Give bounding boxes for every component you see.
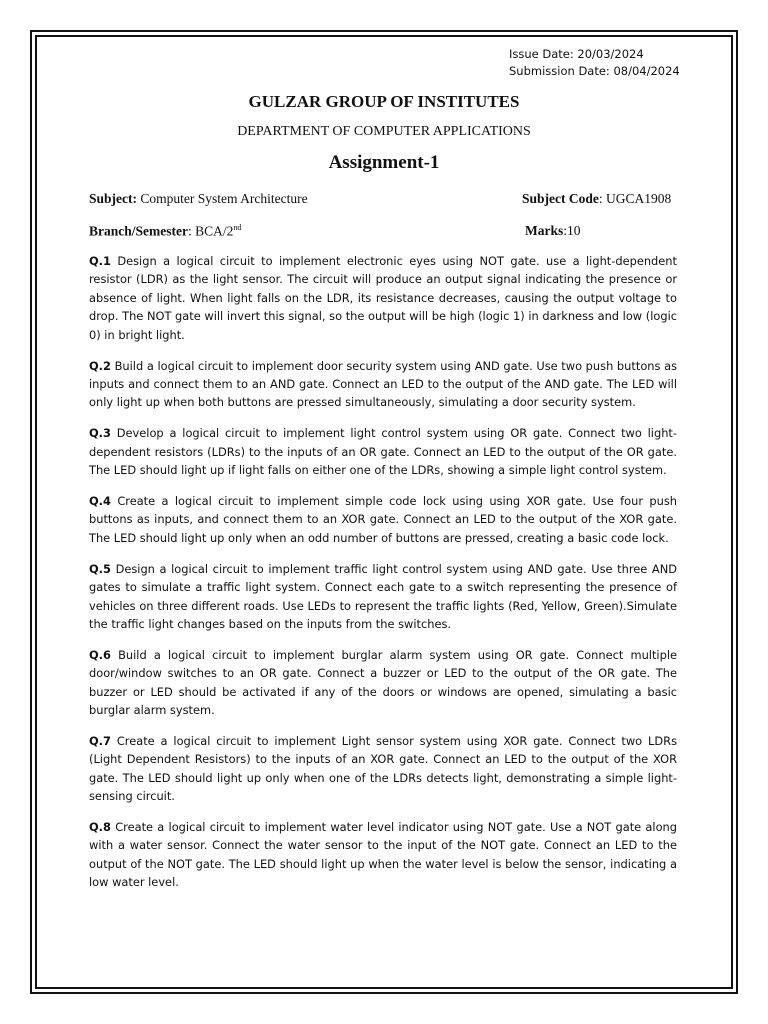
department-title: DEPARTMENT OF COMPUTER APPLICATIONS (237, 124, 531, 139)
question-7 (89, 732, 677, 806)
branch-label: Branch/Semester (89, 223, 188, 239)
subject-field (89, 191, 308, 207)
subject-value: Computer System Architecture (140, 191, 308, 206)
question-text: Develop a logical circuit to implement light control system using OR gate. Connect two light-dependent resistors (LDRs) to the inputs of an OR gate. Connect an LED to the output of the OR gate. The LED should light up if light falls on either one of the LDRs, showing a simple light control system. (89, 426, 677, 478)
question-3 (89, 424, 677, 479)
marks-label: Marks (525, 223, 564, 238)
question-text: Design a logical circuit to implement traffic light control system using AND gate. Use three AND gates to simulate a traffic light system. Connect each gate to a switch representing the presence of vehicles on three different roads. Use LEDs to represent the traffic lights (Red, Yellow, Green).Simulate the traffic light changes based on the inputs from the switches. (89, 561, 677, 631)
subject-code-label: Subject Code (522, 191, 599, 206)
branch-field (89, 223, 241, 240)
question-text: Create a logical circuit to implement simple code lock using using XOR gate. Use four push buttons as inputs, and connect them to an XOR gate. Connect an LED to the output of the XOR gate. The LED should light up only when an odd number of buttons are pressed, creating a basic code lock. (89, 493, 678, 545)
question-number: Q.2 (89, 358, 111, 373)
subject-code-value: : UGCA1908 (598, 191, 672, 206)
question-number: Q.5 (89, 561, 111, 576)
question-number: Q.4 (89, 493, 111, 508)
question-number: Q.6 (89, 647, 111, 662)
questions-list (89, 252, 677, 904)
subject-code-field (522, 191, 671, 207)
assignment-title: Assignment-1 (328, 152, 440, 173)
question-text: Create a logical circuit to implement Light sensor system using XOR gate. Connect two LDRs (Light Dependent Resistors) to the inputs of an XOR gate. Connect an LED to the output of the XOR gate. The LED should light up only when one of the LDRs detects light, demonstrating a simple light-sensing circuit. (89, 733, 678, 804)
question-number: Q.3 (89, 426, 111, 441)
question-1 (89, 252, 677, 344)
marks-value: :10 (563, 223, 581, 238)
question-text: Build a logical circuit to implement door security system using AND gate. Use two push buttons as inputs and connect them to an AND gate. Connect an LED to the output of the AND gate. The LED will only light up when both buttons are pressed simultaneously, simulating a door security system. (89, 358, 677, 410)
subject-label: Subject: (89, 191, 137, 206)
question-text: Design a logical circuit to implement electronic eyes using NOT gate. use a light-dependent resistor (LDR) as the light sensor. The circuit will produce an output signal indicating the presence or absence of light. When light falls on the LDR, its resistance decreases, causing the output voltage to drop. The NOT gate will invert this signal, so the output will be high (logic 1) in darkness and low (logic 0) in bright light. (89, 254, 677, 342)
question-4 (89, 492, 677, 547)
submission-date: Submission Date: 08/04/2024 (509, 64, 680, 78)
question-8 (89, 818, 677, 892)
question-5 (89, 560, 677, 634)
question-text: Create a logical circuit to implement water level indicator using NOT gate. Use a NOT gate along with a water sensor. Connect the water sensor to the input of the NOT gate. Connect an LED to the output of the NOT gate. The LED should light up when the water level is below the sensor, indicating a low water level. (89, 820, 677, 890)
institute-title: GULZAR GROUP OF INSTITUTES (248, 92, 520, 111)
question-number: Q.7 (89, 733, 111, 748)
question-text: Build a logical circuit to implement burglar alarm system using OR gate. Connect multiple door/window switches to an OR gate. Connect a buzzer or LED to the output of the OR gate. The buzzer or LED should be activated if any of the doors or windows are opened, simulating a basic burglar alarm system. (89, 647, 677, 718)
question-number: Q.1 (89, 254, 111, 268)
issue-date: Issue Date: 20/03/2024 (509, 47, 644, 61)
branch-superscript: nd (233, 223, 242, 232)
question-6 (89, 646, 677, 720)
branch-value: : BCA/2 (187, 223, 234, 239)
marks-field (525, 223, 581, 239)
dates-block (509, 46, 680, 80)
question-number: Q.8 (89, 820, 111, 835)
question-2 (89, 357, 677, 412)
